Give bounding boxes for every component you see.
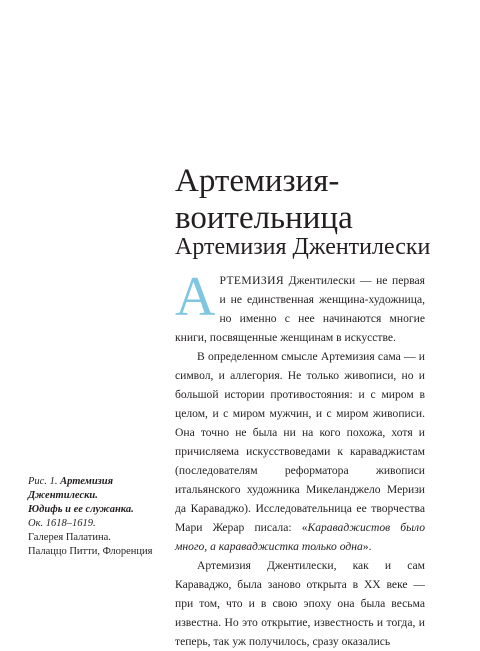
drop-cap: А: [175, 266, 216, 328]
paragraph-2: [175, 347, 425, 556]
paragraph-3-text: Артемизия Джентилески, как и сам Караваджо, была заново открыта в XX веке — при том, что и в свою эпоху она была весьма известна. Но это открытие, известность и тогда, и теперь, так уж получилось, сразу оказались: [175, 559, 425, 648]
caption-title-part-2: Джентилески.: [28, 490, 98, 501]
paragraph-2-text: В определенном смысле Артемизия сама — и символ, и аллегория. Не только живописи, но и большой истории противостояния: и с миром в целом, и с миром мужчин, и с миром живописи. Она точно не была ни на кого похожа, хотя и причисляема искусствоведами к караваджистам (последователям реформатора живописи итальянского художника Микеланджело Меризи да Караваджо). Исследовательница ее творчества Мари Жерар писала: «: [175, 350, 425, 534]
caption-line-1: [28, 475, 153, 489]
caption-gallery: Галерея Палатина.: [28, 532, 111, 543]
paragraph-1-caps: РТЕМИЗИЯ: [219, 274, 285, 287]
paragraph-1: [175, 266, 425, 347]
paragraph-3: [175, 556, 425, 651]
caption-title-part-3: Юдифь и ее служанка.: [28, 504, 134, 515]
body-text: [175, 266, 425, 651]
chapter-subtitle: Артемизия Джентилески: [175, 234, 431, 260]
chapter-title-line-1: Артемизия-: [175, 163, 340, 199]
paragraph-1-text: Джентилески — не первая и не единственная женщина-художница, но именно с нее начинаются многие книги, посвященные женщинам в искусстве.: [175, 274, 425, 344]
chapter-title-line-2: воительница: [175, 200, 353, 236]
paragraph-2-after: ».: [362, 540, 372, 553]
figure-caption: [28, 475, 153, 559]
paragraph-2-quote: Караваджистов было много, а караваджистка только одна: [175, 521, 425, 553]
caption-date: Ок. 1618–1619.: [28, 518, 96, 529]
chapter-title: [175, 163, 475, 237]
caption-location: Палаццо Питти, Флоренция: [28, 546, 153, 557]
caption-fig-label: Рис. 1.: [28, 476, 61, 487]
caption-title-part-1: Артемизия: [60, 476, 113, 487]
